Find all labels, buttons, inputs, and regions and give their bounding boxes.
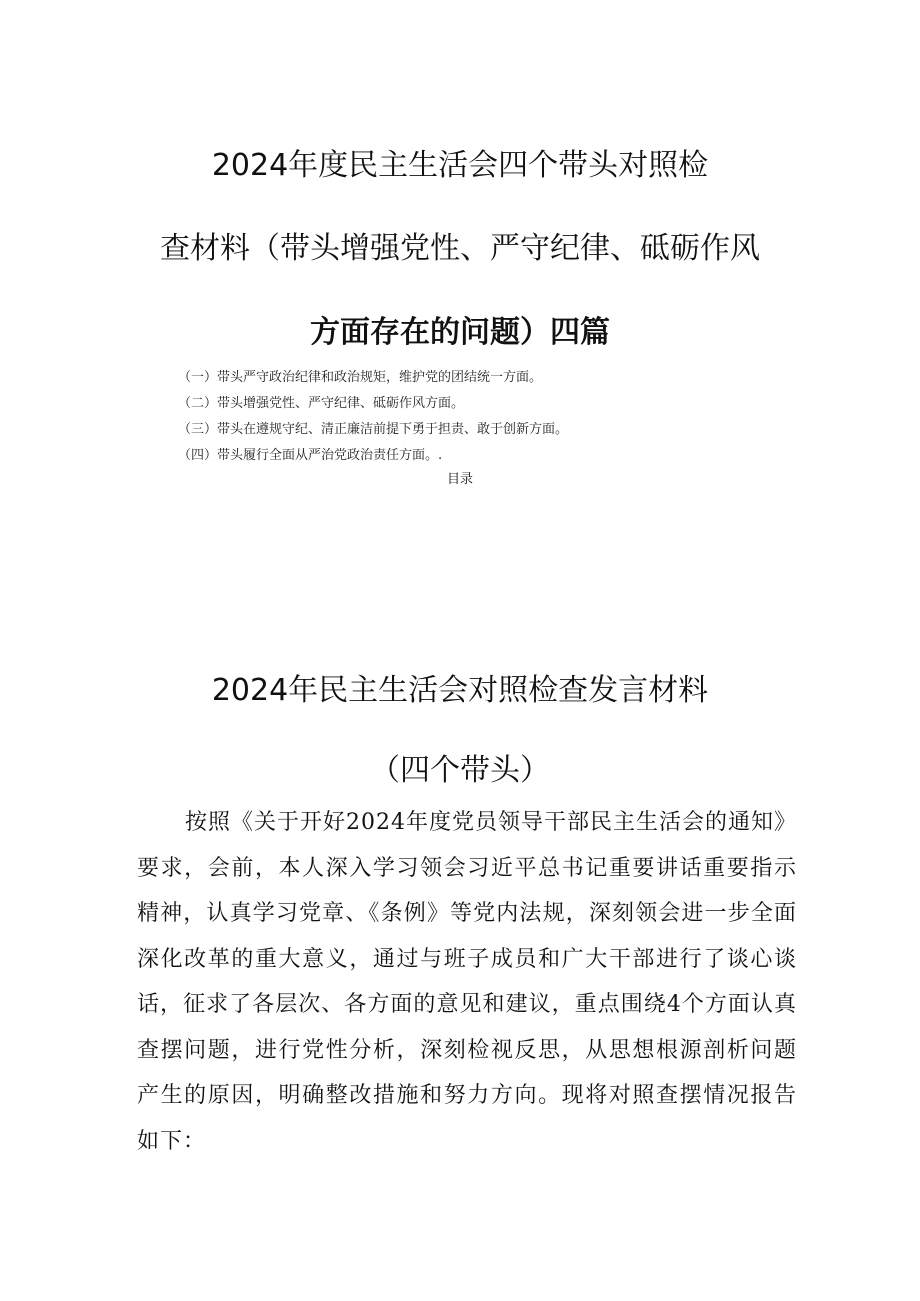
table-of-contents (178, 365, 778, 469)
article-paragraph-text: 按照《关于开好2024年度党员领导干部民主生活会的通知》要求，会前，本人深入学习领会习近平总书记重要讲话重要指示精神，认真学习党章、《条例》等党内法规，深刻领会进一步全面深化改革的重大意义，通过与班子成员和广大干部进行了谈心谈话，征求了各层次、各方面的意见和建议，重点围绕4个方面认真查摆问题，进行党性分析，深刻检视反思，从思想根源剖析问题产生的原因，明确整改措施和努力方向。现将对照查摆情况报告如下： (137, 810, 797, 1154)
toc-item[interactable]: （三）带头在遵规守纪、清正廉洁前提下勇于担责、敢于创新方面。 (178, 422, 569, 437)
article-title-line-1: 2024年民主生活会对照检查发言材料 (211, 673, 709, 708)
toc-label: 目录 (446, 472, 473, 487)
toc-item[interactable]: （一）带头严守政治纪律和政治规矩，维护党的团结统一方面。 (178, 370, 543, 385)
article-paragraph (137, 800, 797, 1164)
toc-item[interactable]: （四）带头履行全面从严治党政治责任方面。. (178, 448, 443, 463)
document-title-line-1: 2024年度民主生活会四个带头对照检 (211, 148, 709, 183)
document-title-line-2: 查材料（带头增强党性、严守纪律、砥砺作风 (160, 231, 760, 266)
document-title-line-3: 方面存在的问题）四篇 (310, 315, 610, 350)
toc-item[interactable]: （二）带头增强党性、严守纪律、砥砺作风方面。 (178, 396, 465, 411)
article-title-line-2: （四个带头） (370, 753, 550, 788)
